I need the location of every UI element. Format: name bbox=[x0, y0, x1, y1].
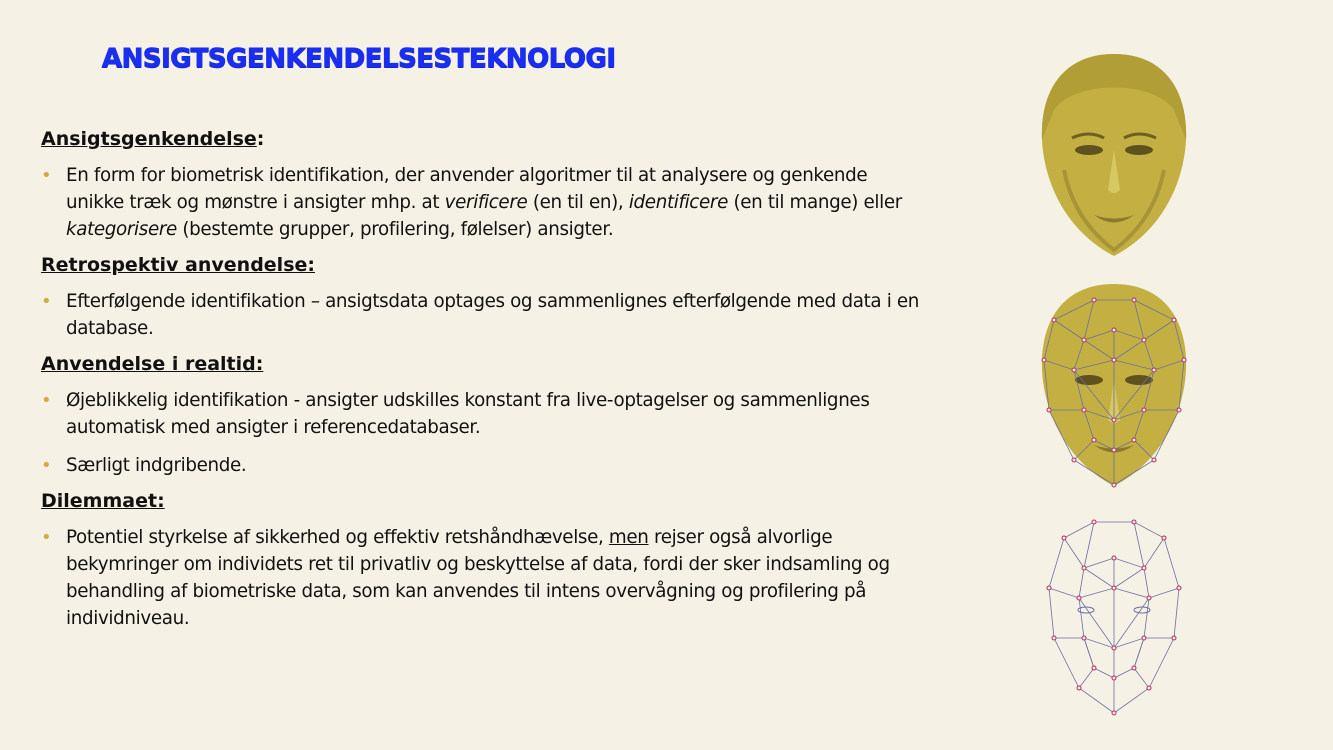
heading-dilemmaet: Dilemmaet: bbox=[41, 490, 165, 512]
bullet-definition: • En form for biometrisk identifikation, der anvender algoritmer til at analysere og genkende unikke træk og mønstre i ansigter mhp. at verificere (en til en), identificere (en til mange) eller kategorisere (bestemte grupper, profilering, følelser) ansigter. bbox=[41, 162, 921, 243]
bullet-dot-icon: • bbox=[41, 291, 52, 312]
bullet-retrospektiv: • Efterfølgende identifikation – ansigtsdata optages og sammenlignes efterfølgende med data i en database. bbox=[41, 288, 921, 342]
bullet-realtid-2: • Særligt indgribende. bbox=[41, 452, 921, 479]
slide-title: ANSIGTSGENKENDELSESTEKNOLOGI bbox=[102, 44, 616, 74]
bullet-dilemmaet: • Potentiel styrkelse af sikkerhed og effektiv retshåndhævelse, men rejser også alvorlige bekymringer om individets ret til privatliv og beskyttelse af data, fordi der sker indsamling og behandling af biometriske data, som kan anvendes til intens overvågning og profilering på individniveau. bbox=[41, 524, 921, 632]
face-mesh-overlay-icon bbox=[1034, 280, 1194, 490]
slide-content bbox=[41, 128, 921, 643]
face-photo-icon bbox=[1034, 50, 1194, 260]
bullet-dot-icon: • bbox=[41, 165, 52, 186]
heading-ansigtsgenkendelse: Ansigtsgenkendelse: bbox=[41, 128, 265, 150]
heading-realtid: Anvendelse i realtid: bbox=[41, 353, 264, 375]
bullet-dot-icon: • bbox=[41, 527, 52, 548]
bullet-realtid-1: • Øjeblikkelig identifikation - ansigter udskilles konstant fra live-optagelser og sammenlignes automatisk med ansigter i referencedatabaser. bbox=[41, 387, 921, 441]
bullet-dot-icon: • bbox=[41, 390, 52, 411]
heading-retrospektiv: Retrospektiv anvendelse: bbox=[41, 254, 315, 276]
face-wireframe-icon bbox=[1034, 518, 1194, 718]
bullet-dot-icon: • bbox=[41, 455, 52, 476]
